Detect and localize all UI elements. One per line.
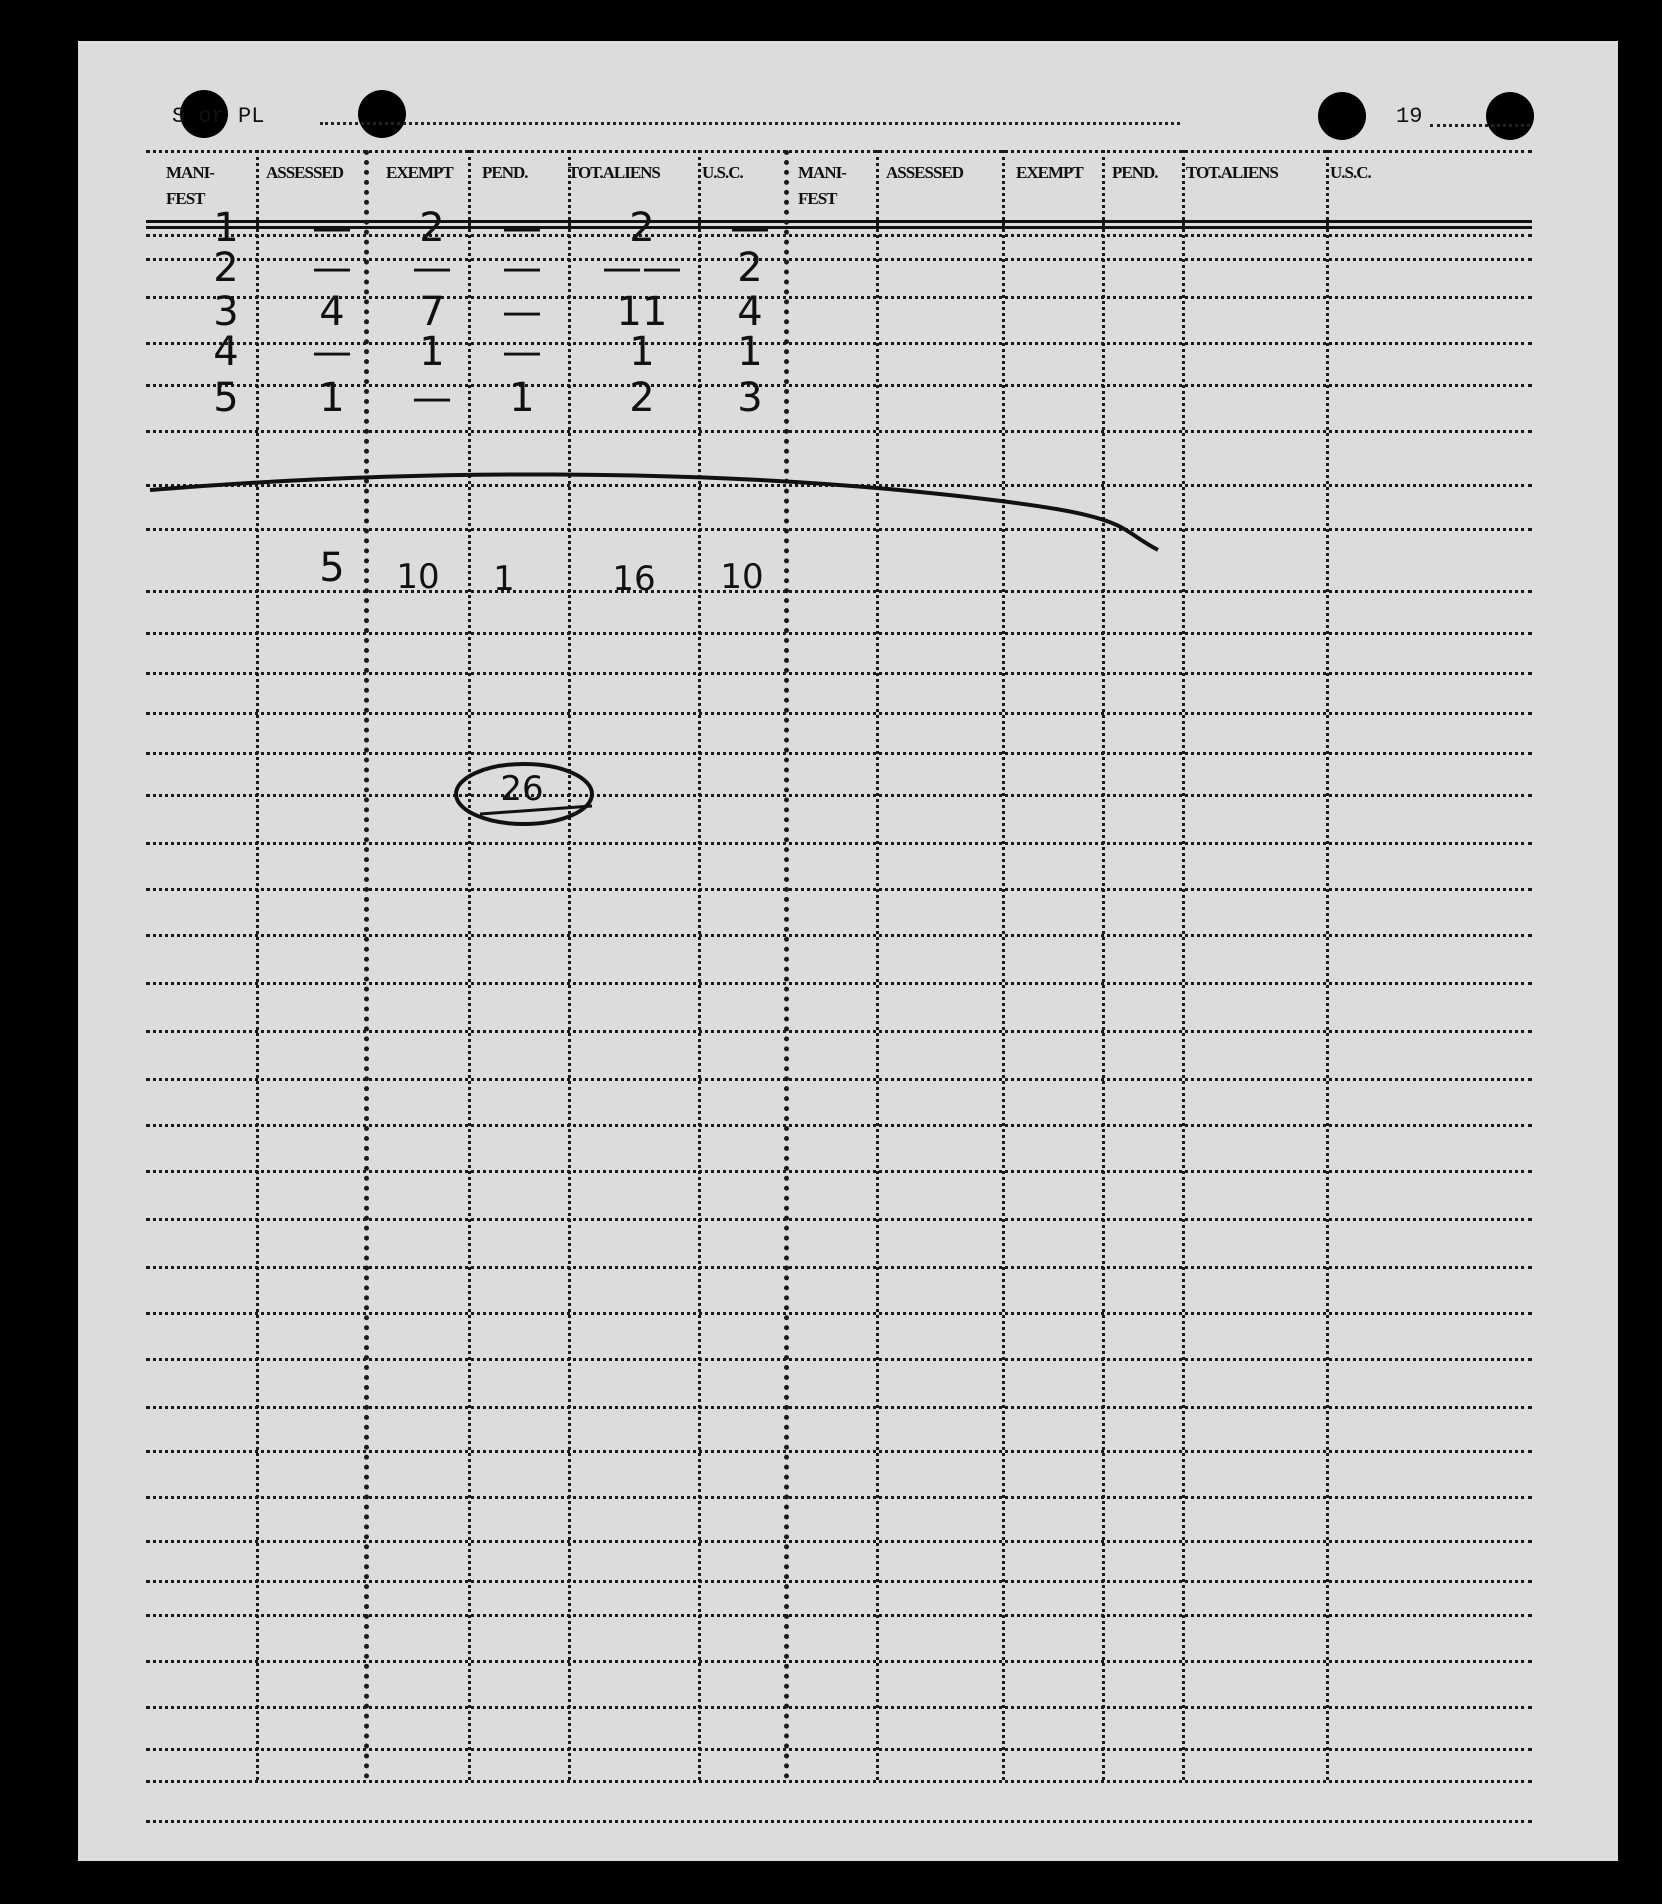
hand-cell: —	[312, 205, 352, 251]
col-head-tot-aliens: TOT.ALIENS	[568, 163, 660, 182]
col-head-usc-2: U.S.C.	[1330, 163, 1371, 182]
circled-grand-total: 26	[500, 769, 544, 809]
col-head-manifest-2: MANI- FEST	[798, 163, 846, 208]
hand-cell: —	[312, 329, 352, 375]
hand-cell: 2	[629, 205, 655, 251]
hand-cell: 1	[319, 375, 345, 421]
hand-cell: 7	[419, 289, 445, 335]
total-assessed: 5	[319, 545, 345, 591]
hand-cell: —	[730, 205, 770, 251]
col-head-assessed-2: ASSESSED	[886, 163, 964, 182]
hand-cell: —	[312, 245, 352, 291]
hand-cell: 1	[737, 329, 763, 375]
col-head-exempt: EXEMPT	[386, 163, 453, 182]
col-head-manifest: MANI- FEST	[166, 163, 214, 208]
hand-cell: 4	[737, 289, 763, 335]
hand-cell: 1	[509, 375, 535, 421]
hand-cell: 1	[213, 205, 239, 251]
total-usc: 10	[720, 557, 764, 597]
hand-cell: 2	[213, 245, 239, 291]
col-head-pend: PEND.	[482, 163, 528, 182]
hand-cell: —	[502, 289, 542, 335]
grand-total-circle	[456, 764, 592, 824]
total-tot-aliens: 16	[612, 559, 656, 599]
total-exempt: 10	[396, 557, 440, 597]
col-head-usc: U.S.C.	[702, 163, 743, 182]
hand-cell: —	[412, 375, 452, 421]
hand-cell: 1	[629, 329, 655, 375]
hand-cell: 2	[419, 205, 445, 251]
total-pend: 1	[493, 559, 515, 599]
col-head-tot-aliens-2: TOT.ALIENS	[1186, 163, 1278, 182]
hand-cell: —	[502, 329, 542, 375]
hand-cell: —	[502, 205, 542, 251]
hand-cell: 11	[616, 289, 668, 335]
col-head-exempt-2: EXEMPT	[1016, 163, 1083, 182]
header-year-label: 19	[1396, 104, 1423, 129]
hand-cell: 2	[737, 245, 763, 291]
hand-cell: 3	[737, 375, 763, 421]
hand-cell: 2	[629, 375, 655, 421]
hand-cell: ——	[602, 245, 682, 291]
total-underline-stroke	[150, 474, 1158, 550]
hand-cell: 1	[419, 329, 445, 375]
hand-cell: 3	[213, 289, 239, 335]
col-head-pend-2: PEND.	[1112, 163, 1158, 182]
hand-cell: 4	[213, 329, 239, 375]
header-left-label: S or PL	[172, 104, 265, 129]
hand-cell: —	[412, 245, 452, 291]
hand-cell: 5	[213, 375, 239, 421]
hand-cell: —	[502, 245, 542, 291]
col-head-assessed: ASSESSED	[266, 163, 344, 182]
hand-cell: 4	[319, 289, 345, 335]
